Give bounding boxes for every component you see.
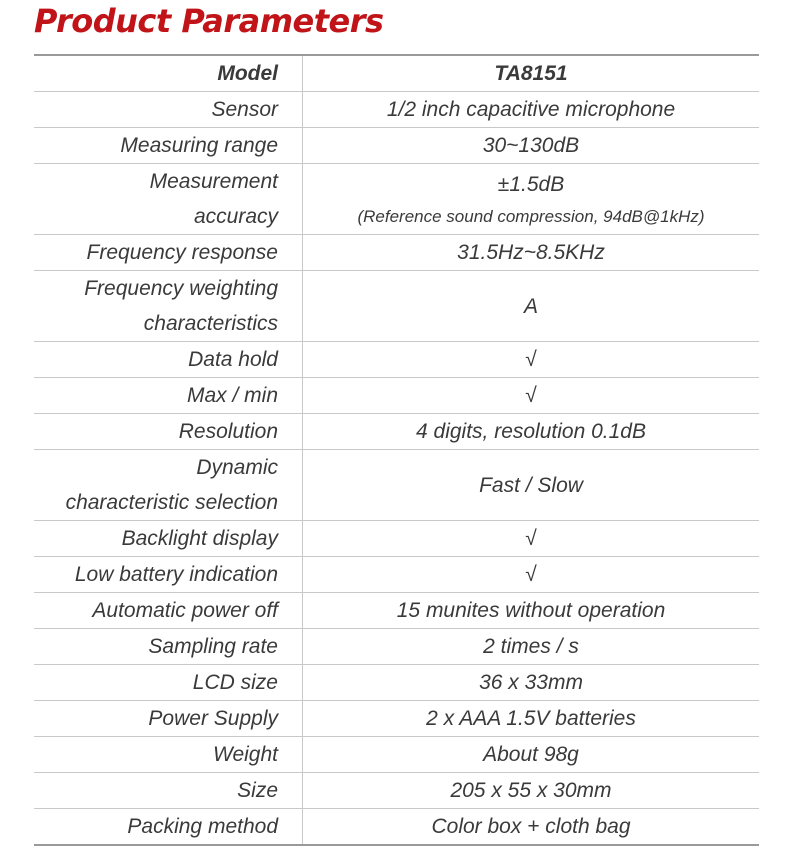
- parameter-label: [34, 342, 303, 377]
- parameter-value: [303, 557, 759, 592]
- table-row: [34, 450, 759, 521]
- parameter-label: [34, 56, 303, 91]
- parameter-label: [34, 593, 303, 628]
- parameter-label-line: Measuring range: [120, 134, 278, 157]
- table-row: [34, 235, 759, 271]
- table-row: [34, 665, 759, 701]
- parameter-value: [303, 737, 759, 772]
- parameter-label-line: Low battery indication: [74, 563, 278, 586]
- parameter-value: [303, 128, 759, 163]
- table-row: [34, 271, 759, 342]
- parameter-value: [303, 629, 759, 664]
- parameter-value-line: 30~130dB: [482, 134, 580, 157]
- parameter-label: [34, 629, 303, 664]
- table-row: [34, 164, 759, 235]
- parameter-value: [303, 809, 759, 844]
- parameter-label-line: Size: [237, 779, 278, 802]
- parameter-value-line: A: [523, 294, 538, 318]
- parameter-value-line: 36 x 33mm: [479, 671, 583, 694]
- table-row: [34, 342, 759, 378]
- parameter-value: [303, 450, 759, 520]
- parameter-value-line: √: [525, 348, 537, 371]
- parameter-value-line: 2 x AAA 1.5V batteries: [426, 707, 636, 730]
- parameter-table: [34, 54, 759, 846]
- parameter-label-line: Measurement: [149, 170, 278, 193]
- parameter-label-line: Model: [217, 62, 278, 85]
- parameter-label-line: LCD size: [192, 671, 278, 694]
- table-row: [34, 701, 759, 737]
- parameter-label-line: Weight: [213, 743, 278, 766]
- parameter-label: [34, 665, 303, 700]
- parameter-label-line: Dynamic: [196, 456, 278, 479]
- table-row: [34, 414, 759, 450]
- parameter-note: (Reference sound compression, 94dB@1kHz): [357, 206, 705, 226]
- parameter-value: [303, 773, 759, 808]
- parameter-label-line: Resolution: [178, 420, 278, 443]
- table-row: [34, 521, 759, 557]
- parameter-value-line: √: [525, 527, 537, 550]
- parameter-value: [303, 521, 759, 556]
- parameter-label-line: accuracy: [193, 205, 278, 228]
- parameter-label: [34, 92, 303, 127]
- parameter-value-line: 15 munites without operation: [396, 599, 666, 622]
- parameter-label-line: Data hold: [188, 348, 278, 371]
- parameter-value-line: 31.5Hz~8.5KHz: [457, 241, 605, 264]
- parameter-value: [303, 271, 759, 341]
- parameter-value-line: 205 x 55 x 30mm: [450, 779, 612, 802]
- parameter-label-line: Backlight display: [121, 527, 278, 550]
- table-row: [34, 737, 759, 773]
- parameter-value-line: TA8151: [494, 62, 568, 85]
- parameter-label: [34, 164, 303, 234]
- parameter-value: [303, 92, 759, 127]
- parameter-value: [303, 378, 759, 413]
- parameter-label-line: Max / min: [186, 384, 278, 407]
- table-row: [34, 378, 759, 414]
- parameter-label-line: Automatic power off: [92, 599, 278, 622]
- parameter-label-line: Frequency weighting: [84, 277, 278, 300]
- parameter-value-line: 1/2 inch capacitive microphone: [386, 98, 676, 121]
- parameter-value: [303, 235, 759, 270]
- table-row: [34, 557, 759, 593]
- parameter-label-line: Sensor: [211, 98, 278, 121]
- parameter-label: [34, 701, 303, 736]
- table-row: [34, 809, 759, 844]
- parameter-value-line: 2 times / s: [483, 635, 579, 658]
- table-row: [34, 128, 759, 164]
- table-row: [34, 593, 759, 629]
- parameter-value: [303, 665, 759, 700]
- parameter-value: [303, 701, 759, 736]
- parameter-value-line: √: [525, 384, 537, 407]
- parameter-label: [34, 414, 303, 449]
- parameter-value: [303, 414, 759, 449]
- parameter-label: [34, 773, 303, 808]
- page-title: Product Parameters: [34, 2, 384, 40]
- parameter-label-line: Sampling rate: [148, 635, 278, 658]
- parameter-label-line: characteristic selection: [65, 491, 278, 514]
- parameter-label-line: characteristics: [143, 312, 278, 335]
- parameter-value-line: 4 digits, resolution 0.1dB: [416, 420, 646, 443]
- parameter-value-line: About 98g: [483, 743, 579, 766]
- parameter-value-line: Color box + cloth bag: [431, 815, 631, 838]
- parameter-label-line: Frequency response: [86, 241, 278, 264]
- parameter-value-line: Fast / Slow: [479, 473, 583, 497]
- parameter-value-line: √: [525, 563, 537, 586]
- table-row: [34, 56, 759, 92]
- parameter-value: [303, 342, 759, 377]
- parameter-value: [303, 593, 759, 628]
- parameter-value: [303, 164, 759, 234]
- parameter-label: [34, 128, 303, 163]
- parameter-label: [34, 557, 303, 592]
- table-row: [34, 629, 759, 665]
- parameter-label: [34, 378, 303, 413]
- parameter-label: [34, 737, 303, 772]
- parameter-label-line: Packing method: [127, 815, 278, 838]
- table-row: [34, 92, 759, 128]
- parameter-label: [34, 521, 303, 556]
- parameter-label: [34, 450, 303, 520]
- parameter-value: [303, 56, 759, 91]
- parameter-label: [34, 235, 303, 270]
- parameter-label: [34, 271, 303, 341]
- parameter-label: [34, 809, 303, 844]
- parameter-label-line: Power Supply: [148, 707, 278, 730]
- table-row: [34, 773, 759, 809]
- parameter-value-line: ±1.5dB: [497, 172, 565, 196]
